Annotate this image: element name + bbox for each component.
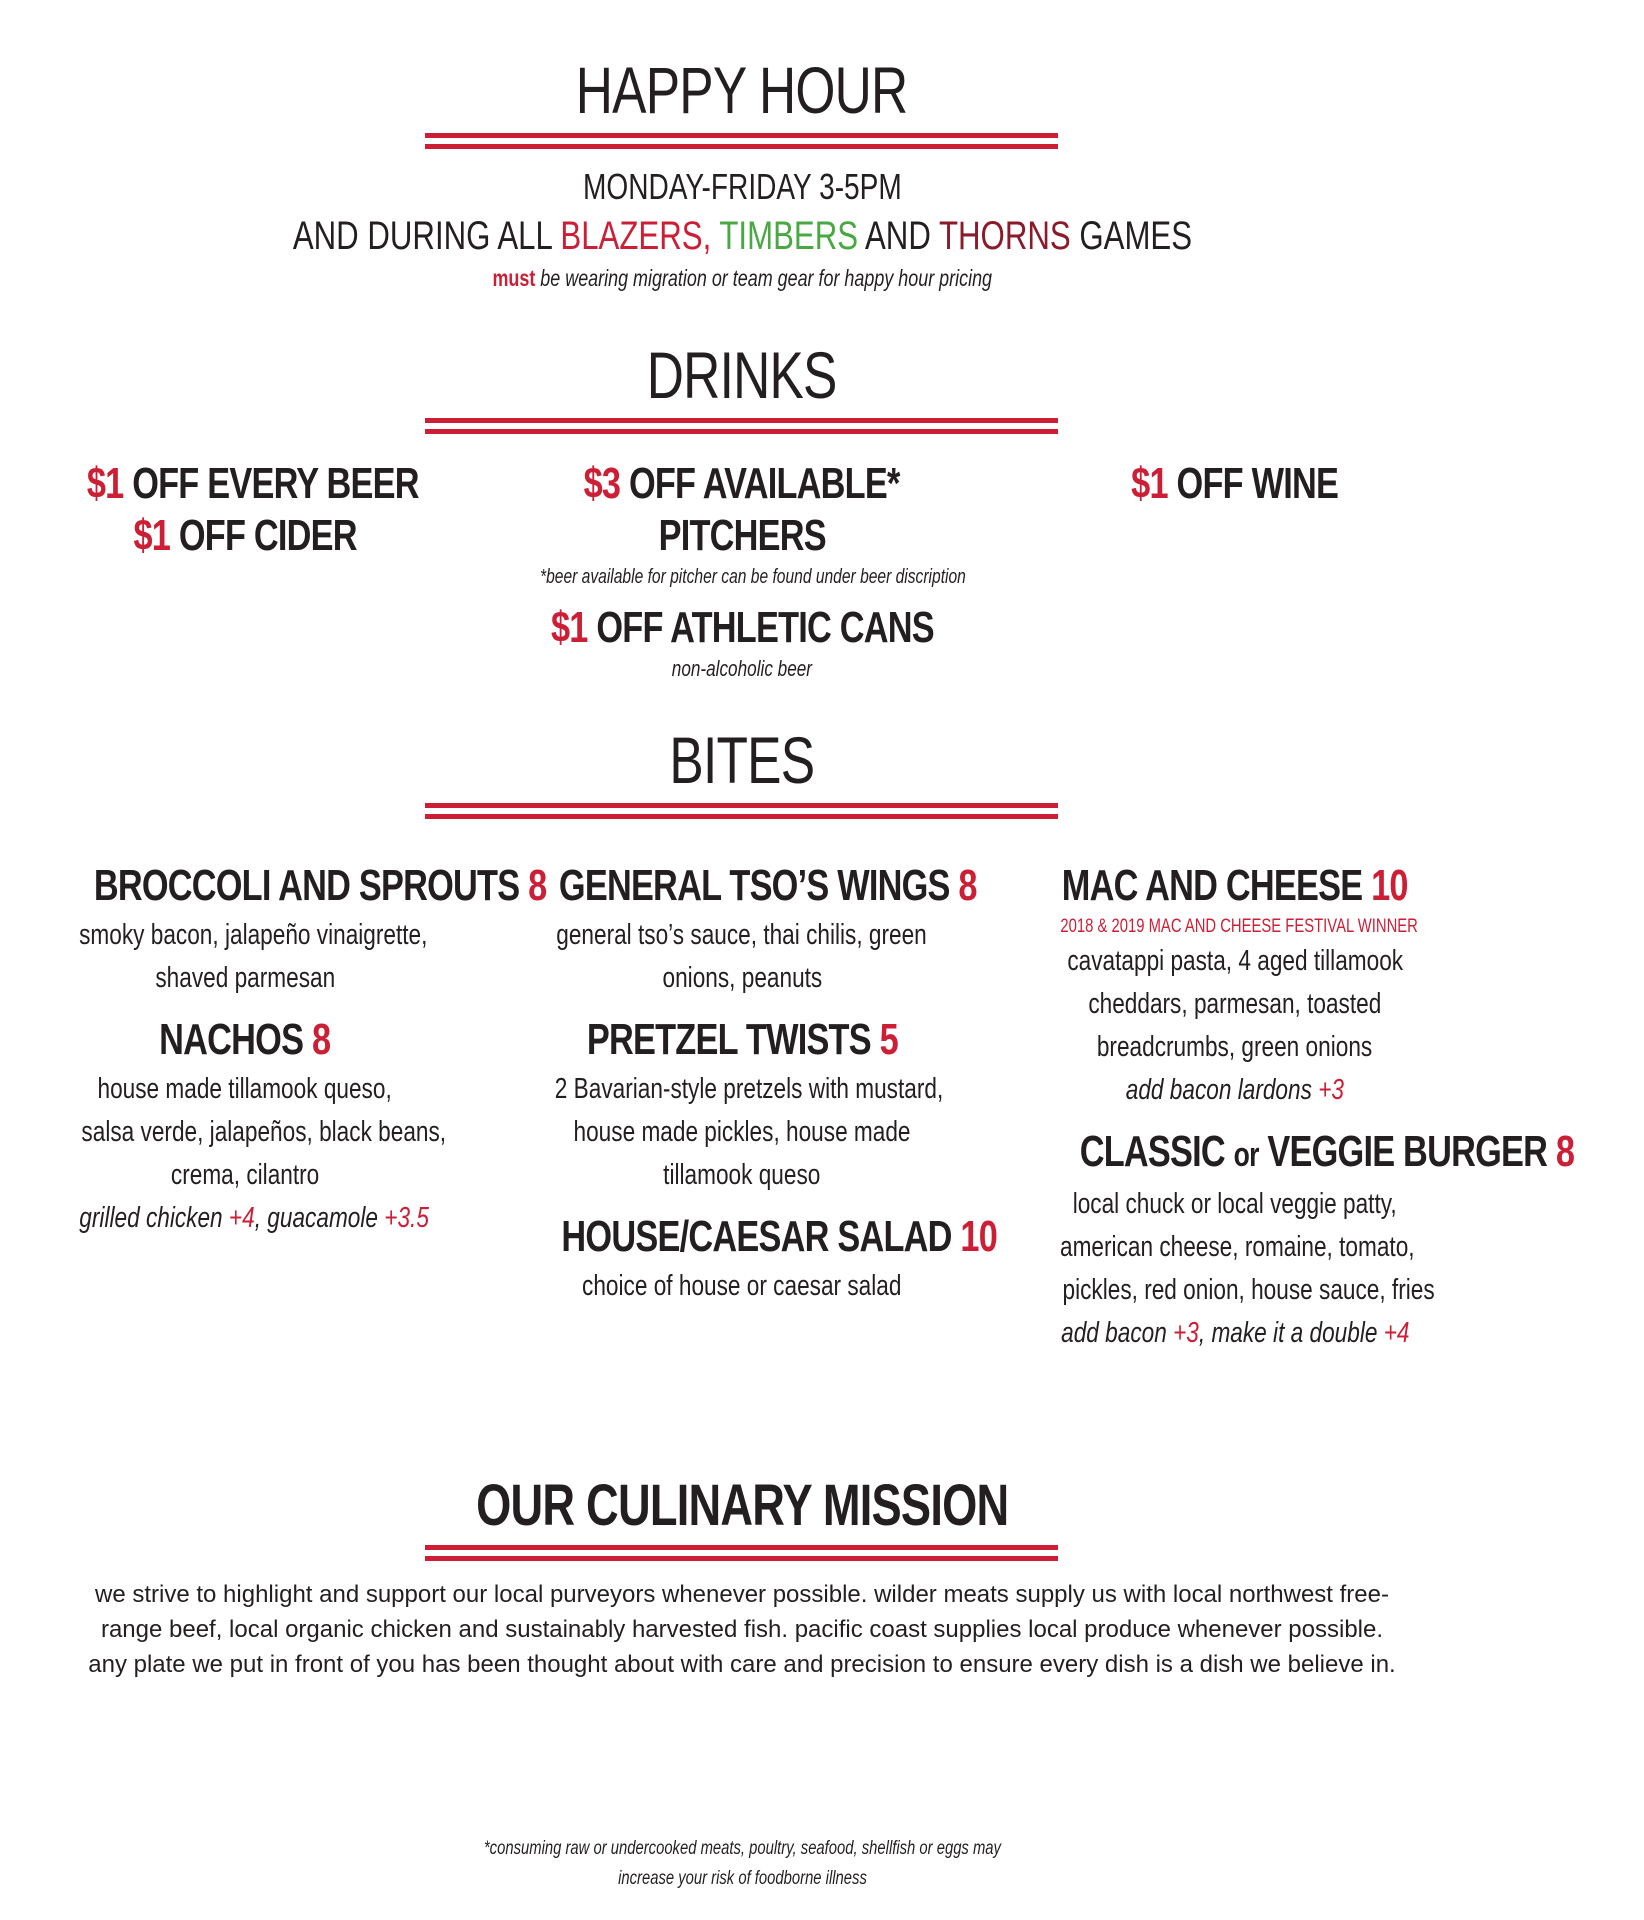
mission-text: we strive to highlight and support our local purveyors whenever possible. wilder meats supply us with local northwest free- range beef, local organic chicken and sustainably harvested fish. pacific coast supplies local produce whenever possible. any plate we put in front of you has been thought about with care and precision to ensure every dish is a dish we believe in. — [88, 1581, 1396, 1678]
drinks-beer-cider: $1 OFF EVERY BEER $1 OFF CIDER — [86, 459, 419, 560]
item-mac-title: MAC AND CHEESE 10 — [1062, 861, 1408, 910]
team-thorns: THORNS — [938, 214, 1071, 258]
item-pretzel-title: PRETZEL TWISTS 5 — [586, 1015, 898, 1064]
food-safety-footnote: *consuming raw or undercooked meats, poultry, seafood, shellfish or eggs may increase your risk of foodborne illness — [483, 1838, 1001, 1889]
drinks-athletic-cans: $1 OFF ATHLETIC CANS non-alcoholic beer — [550, 603, 934, 681]
item-mac-addon: add bacon lardons +3 — [1125, 1074, 1345, 1106]
item-broccoli-desc: smoky bacon, jalapeño vinaigrette, — [79, 919, 428, 951]
drinks-title: DRINKS — [647, 338, 837, 412]
item-nachos-desc: house made tillamook queso, — [97, 1073, 393, 1105]
item-mac-award: 2018 & 2019 MAC AND CHEESE FESTIVAL WINNER — [1060, 916, 1418, 937]
item-mac-desc: cavatappi pasta, 4 aged tillamook — [1067, 945, 1403, 977]
item-wings-title: GENERAL TSO’S WINGS 8 — [558, 861, 977, 910]
team-timbers: TIMBERS — [718, 214, 858, 258]
bites-divider — [425, 803, 1058, 820]
item-salad-title: HOUSE/CAESAR SALAD 10 — [561, 1212, 998, 1261]
happy-hour-title: HAPPY HOUR — [576, 53, 908, 127]
mission-divider — [425, 1545, 1058, 1562]
drinks-wine: $1 OFF WINE — [1131, 459, 1339, 508]
item-burger-desc: local chuck or local veggie patty, — [1073, 1188, 1397, 1220]
item-nachos-title: NACHOS 8 — [159, 1015, 331, 1064]
bites-title: BITES — [669, 723, 815, 797]
item-burger-addons: add bacon +3, make it a double +4 — [1060, 1317, 1410, 1349]
happy-hour-games: AND DURING ALL BLAZERS, TIMBERS AND THORNS GAMES — [292, 214, 1192, 258]
item-wings-desc: general tso’s sauce, thai chilis, green — [556, 919, 928, 951]
item-burger-title: CLASSIC or VEGGIE BURGER 8 — [1079, 1127, 1575, 1176]
happy-hour-divider — [425, 133, 1058, 150]
item-pretzel-desc: 2 Bavarian-style pretzels with mustard, — [554, 1073, 944, 1105]
bites-middle-column: GENERAL TSO’S WINGS 8 general tso’s sauce, thai chilis, green onions, peanuts PRETZEL TWISTS 5 2 Bavarian-style pretzels with mustard, house made pickles, house made tillamook queso HOUSE/CAESAR SALAD 10 choice of house or caesar salad — [500, 860, 984, 1308]
gear-note: must be wearing migration or team gear for happy hour pricing — [492, 265, 992, 291]
mission-title: OUR CULINARY MISSION — [475, 1473, 1009, 1538]
item-salad-desc: choice of house or caesar salad — [582, 1270, 902, 1302]
drinks-pitchers: $3 OFF AVAILABLE* PITCHERS *beer available for pitcher can be found under beer discription — [540, 459, 966, 588]
bites-left-column: BROCCOLI AND SPROUTS 8 smoky bacon, jalapeño vinaigrette, shaved parmesan NACHOS 8 house made tillamook queso, salsa verde, jalapeños, black beans, crema, cilantro grilled chicken +4, guacamole +3.5 — [30, 860, 460, 1240]
item-broccoli-title: BROCCOLI AND SPROUTS 8 — [93, 861, 547, 910]
item-nachos-addons: grilled chicken +4, guacamole +3.5 — [79, 1202, 429, 1234]
drinks-divider — [425, 418, 1058, 435]
bites-right-column: MAC AND CHEESE 10 2018 & 2019 MAC AND CHEESE FESTIVAL WINNER cavatappi pasta, 4 aged tillamook cheddars, parmesan, toasted breadcrumbs, green onions add bacon lardons +3 CLASSIC or VEGGIE BURGER 8 local chuck or local veggie patty, american cheese, romaine, tomato, pickles, red onion, house sauce, fries add bacon +3, make it a double +4 — [1010, 860, 1460, 1355]
team-blazers: BLAZERS, — [559, 214, 711, 258]
happy-hour-days: MONDAY-FRIDAY 3-5PM — [582, 166, 902, 207]
